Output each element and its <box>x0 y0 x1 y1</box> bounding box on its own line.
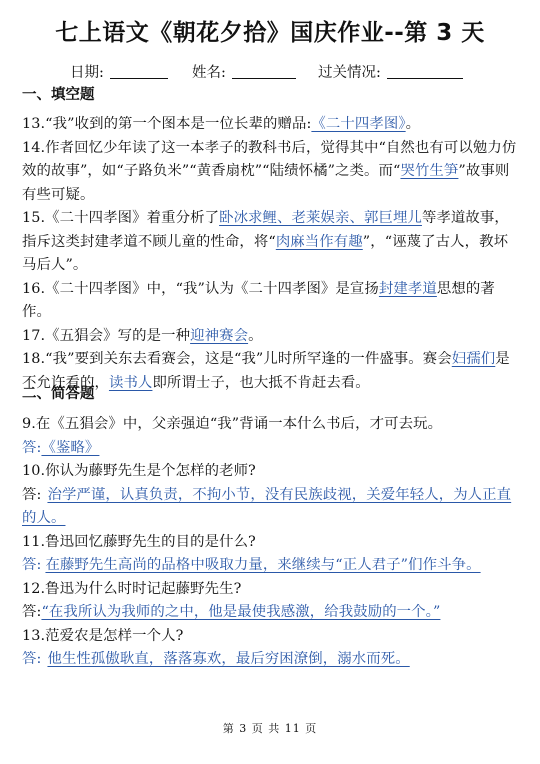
answer: 妇孺们 <box>451 351 496 367</box>
page-footer: 第 3 页 共 11 页 <box>222 722 318 735</box>
answer: 哭竹生笋 <box>400 163 459 179</box>
page-title: 七上语文《朝花夕拾》国庆作业--第 3 天 <box>55 20 485 46</box>
date-blank[interactable] <box>110 63 168 79</box>
question-11: 11.鲁迅回忆藤野先生的目的是什么? <box>22 533 256 550</box>
question-10: 10.你认为藤野先生是个怎样的老师? <box>22 463 256 479</box>
answer: 《二十四孝图》 <box>311 116 406 132</box>
section-heading-fill-in: 一、填空题 <box>22 87 95 103</box>
answer: 封建孝道 <box>378 280 437 297</box>
name-field <box>192 62 296 84</box>
date-label: 日期: <box>70 65 104 81</box>
short-answer-section <box>22 413 520 672</box>
answer: 肉麻当作有趣 <box>275 233 363 250</box>
question-14: 14.作者回忆少年读了这一本孝子的教科书后，觉得其中“自然也有可以勉力仿效的故事”，如“子路负米”“黄香扇枕”“陆绩怀橘”之类。而“哭竹生笋”故事则有些可疑。 <box>22 139 517 203</box>
question-17: 17.《五猖会》写的是一种迎神赛会。 <box>22 327 263 344</box>
status-field <box>318 62 463 84</box>
name-blank[interactable] <box>232 63 296 79</box>
answer-9: 答:《鉴略》 <box>22 439 100 456</box>
question-18: 18.“我”要到关东去看赛会，这是“我”儿时所罕逢的一件盛事。赛会妇孺们是不允许看的，读书人即所谓士子，也大抵不肯赶去看。 <box>22 351 510 391</box>
answer-13: 答: 他生性孤傲耿直，落落寡欢，最后穷困潦倒，溺水而死。 <box>22 651 410 667</box>
question-9: 9.在《五猖会》中，父亲强迫“我”背诵一本什么书后，才可去玩。 <box>22 416 443 432</box>
question-12: 12.鲁迅为什么时时记起藤野先生? <box>22 580 242 597</box>
status-label: 过关情况: <box>318 65 381 81</box>
question-15: 15.《二十四孝图》着重分析了卧冰求鲤、老莱娱亲、郭巨埋儿等孝道故事，指斥这类封建孝道不顾儿童的性命，将“肉麻当作有趣”，“诬蔑了古人，教坏马后人”。 <box>22 210 509 273</box>
answer: 卧冰求鲤、老莱娱亲、郭巨埋儿 <box>219 210 422 226</box>
status-blank[interactable] <box>387 63 463 79</box>
question-13-short: 13.范爱农是怎样一个人? <box>22 627 184 644</box>
fill-in-section <box>22 113 520 395</box>
answer-12: 答:“在我所认为我师的之中，他是最使我感激，给我鼓励的一个。” <box>22 604 441 620</box>
answer: 迎神赛会 <box>190 327 249 344</box>
date-field <box>70 62 168 84</box>
question-16: 16.《二十四孝图》中，“我”认为《二十四孝图》是宣扬封建孝道思想的著作。 <box>22 280 495 320</box>
answer-10: 答: 治学严谨，认真负责，不拘小节，没有民族歧视，关爱年轻人，为人正直的人。 <box>22 486 512 526</box>
question-13: 13.“我”收到的第一个图本是一位长辈的赠品:《二十四孝图》。 <box>22 116 421 132</box>
name-label: 姓名: <box>192 65 226 81</box>
answer-11: 答: 在藤野先生高尚的品格中吸取力量，来继续与“正人君子”们作斗争。 <box>22 557 481 573</box>
section-heading-short-answer: 二、简答题 <box>22 386 95 402</box>
answer: 读书人 <box>108 374 153 391</box>
